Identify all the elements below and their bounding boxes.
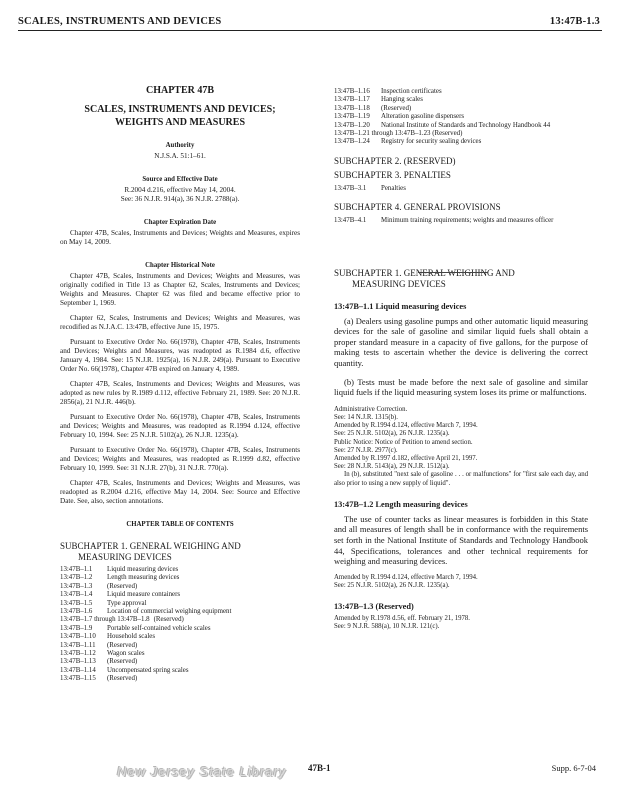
section-1-1-heading: 13:47B–1.1 Liquid measuring devices (334, 301, 467, 311)
left-column (60, 42, 300, 684)
history-note: Amended by R.1994 d.124, effective March 7, 1994. (334, 573, 478, 581)
history-para: Chapter 47B, Scales, Instruments and Devices; Weights and Measures, was originally codified in Title 13 as Chapter 62, Scales, Instruments and Devices; Weights and Measures. Chapter 62 was filed and became effective prior to September 1, 1969. (60, 272, 300, 307)
history-note: See: 14 N.J.R. 1315(b). (334, 414, 398, 422)
toc-heading: CHAPTER TABLE OF CONTENTS (126, 521, 234, 528)
history-note: Amended by R.1978 d.56, eff. February 21, 1978. (334, 615, 470, 623)
history-note: Administrative Correction. (334, 405, 408, 413)
section-divider (418, 272, 488, 273)
right-column (334, 88, 588, 632)
toc-list-continued (334, 88, 588, 147)
toc-entry: 13:47B–1.14 Uncompensated spring scales (60, 666, 189, 674)
history-note: In (b), substituted "next sale of gasoline . . . or malfunctions" for "first sale each day, and also prior to using a new supply of liquid". (334, 471, 588, 487)
toc-entry: 13:47B–1.4 Liquid measure containers (60, 591, 181, 599)
toc-subchapter1-line1: SUBCHAPTER 1. GENERAL WEIGHING AND (60, 541, 241, 551)
page-number: 47B-1 (308, 763, 331, 773)
history-para: Chapter 62, Scales, Instruments and Devices; Weights and Measures, was recodified as N.J.A.C. 13:47B, effective June 15, 1975. (60, 314, 300, 331)
toc-subchapter1 (60, 541, 300, 563)
toc-entry: 13:47B–1.16 Inspection certificates (334, 88, 442, 95)
history-heading: Chapter Historical Note (145, 262, 215, 269)
toc-subchapter3: SUBCHAPTER 3. PENALTIES (334, 169, 451, 180)
history-para: Pursuant to Executive Order No. 66(1978), Chapter 47B, Scales, Instruments and Devices; Weights and Measures, was readopted as R.1984 d.6, effective January 4, 1984. See: 15 N.J.R. 1925(a), 16 N.J.R. 249(a). Pursuant to Executive Order No. 66(1978), Chapter 47B expired on January 4, 1989. (60, 338, 300, 373)
toc-entry: 13:47B–1.2 Length measuring devices (60, 574, 180, 582)
toc-entry: 13:47B–1.3 (Reserved) (60, 582, 138, 590)
section-1-2-body: The use of counter tacks as linear measures is forbidden in this State and all measures of length shall be in conformance with the requirements set forth in the National Institute of Standards and Technology Handbook 44, Specifications, tolerances and other technical requirements for weighing and measuring devices. (334, 513, 588, 567)
toc-entry: 13:47B–1.11 (Reserved) (60, 641, 138, 649)
chapter-title (60, 103, 300, 129)
history-para: Pursuant to Executive Order No. 66(1978), Chapter 47B, Scales, Instruments and Devices; Weights and Measures, was readopted as R.1999 d.82, effective February 10, 1999. See: 31 N.J.R. 27(b), 31 N.J.R. 770(a). (60, 446, 300, 472)
toc-entry: 13:47B–1.13 (Reserved) (60, 658, 138, 666)
history-note: Amended by R.1994 d.124, effective March 7, 1994. (334, 422, 478, 430)
header-section: 13:47B-1.3 (549, 16, 600, 27)
toc-entry: 13:47B–1.6 Location of commercial weighing equipment (60, 608, 232, 616)
toc-list (60, 566, 300, 684)
section-1-3-notes (334, 615, 588, 631)
page-footer (0, 763, 620, 783)
history-note: Public Notice: Notice of Petition to amend section. (334, 438, 473, 446)
source-heading: Source and Effective Date (142, 176, 218, 183)
section-1-1-a: (a) Dealers using gasoline pumps and other automatic liquid measuring devices for the sale of gasoline and similar liquid fuels shall obtain a proper standard measure in a capacity of five gallons, for the purpose of making tests to ascertain whether the device is delivering the correct quantity. (334, 315, 588, 369)
history-note: See: 25 N.J.R. 5102(a), 26 N.J.R. 1235(a). (334, 430, 450, 438)
library-watermark: New Jersey State Library (117, 764, 287, 779)
history-note: Amended by R.1997 d.182, effective April 21, 1997. (334, 455, 478, 463)
toc-subchapter1-line2: MEASURING DEVICES (78, 552, 172, 562)
toc-entry: 13:47B–1.9 Portable self-contained vehicle scales (60, 624, 211, 632)
history-note: See: 25 N.J.R. 5102(a), 26 N.J.R. 1235(a). (334, 582, 450, 590)
history-note: See: 9 N.J.R. 588(a), 10 N.J.R. 121(c). (334, 623, 440, 631)
toc-entry: 13:47B–1.1 Liquid measuring devices (60, 566, 179, 573)
source-line1: R.2004 d.216, effective May 14, 2004. (124, 186, 236, 194)
toc-entry: 13:47B–1.5 Type approval (60, 599, 147, 607)
running-header (18, 12, 600, 30)
toc-entry: 13:47B–1.20 National Institute of Standards and Technology Handbook 44 (334, 121, 551, 129)
history-para: Chapter 47B, Scales, Instruments and Devices; Weights and Measures, was readopted as R.2004 d.216, effective May 14, 2004. See: Source and Effective Date. See, also, section annotations. (60, 479, 300, 505)
toc-entry: 13:47B–1.7 through 13:47B–1.8 (Reserved) (60, 616, 184, 624)
section-1-1-notes (334, 406, 588, 488)
expiry-text: Chapter 47B, Scales, Instruments and Devices; Weights and Measures, expires on May 14, 2009. (60, 229, 300, 246)
toc-subchapter4: SUBCHAPTER 4. GENERAL PROVISIONS (334, 202, 501, 213)
section-1-1-b: (b) Tests must be made before the next sale of gasoline and similar liquid fuels if the liquid measuring system loses its prime or malfunctions. (334, 376, 588, 398)
toc-entry: 13:47B–1.15 (Reserved) (60, 675, 138, 683)
history-para: Chapter 47B, Scales, Instruments and Devices; Weights and Measures, was adopted as new rules by R.1989 d.112, effective February 21, 1989. See: 20 N.J.R. 2856(a), 21 N.J.R. 446(b). (60, 380, 300, 406)
toc-entry: 13:47B–1.24 Registry for security sealing devices (334, 138, 482, 146)
supplement-date: Supp. 6-7-04 (551, 763, 596, 773)
source-line2: See: 36 N.J.R. 914(a), 36 N.J.R. 2788(a). (120, 195, 240, 203)
authority-heading: Authority (165, 142, 195, 149)
toc-entry: 13:47B–1.12 Wagon scales (60, 650, 145, 658)
history-note: See: 28 N.J.R. 5143(a), 29 N.J.R. 1512(a). (334, 463, 450, 471)
history-para: Pursuant to Executive Order No. 66(1978), Chapter 47B, Scales, Instruments and Devices; Weights and Measures, was readopted as R.1994 d.124, effective February 10, 1994. See: 25 N.J.R. 5102(a), 26 N.J.R. 1235(a). (60, 413, 300, 439)
toc-entry: 13:47B–1.10 Household scales (60, 633, 156, 641)
toc-entry: 13:47B–3.1 Penalties (334, 184, 406, 192)
toc-entry: 13:47B–1.17 Hanging scales (334, 96, 423, 104)
header-rule (18, 30, 602, 31)
subchapter1-heading (334, 268, 588, 290)
chapter-title-line2: WEIGHTS AND MEASURES (114, 117, 246, 128)
subchapter1-heading-line2: MEASURING DEVICES (352, 278, 446, 289)
toc-entry: 13:47B–1.19 Alteration gasoline dispensers (334, 113, 465, 121)
authority-text: N.J.S.A. 51:1–61. (154, 152, 206, 160)
toc-entry: 13:47B–1.18 (Reserved) (334, 104, 412, 112)
header-title: SCALES, INSTRUMENTS AND DEVICES (18, 16, 222, 27)
section-1-2-notes (334, 574, 588, 590)
toc-subchapter2: SUBCHAPTER 2. (RESERVED) (334, 155, 456, 166)
subchapter1-heading-line1: SUBCHAPTER 1. GENERAL WEIGHING AND (334, 267, 515, 278)
history-note: See: 27 N.J.R. 2977(c). (334, 446, 398, 454)
chapter-number: CHAPTER 47B (145, 85, 215, 96)
section-1-2-heading: 13:47B–1.2 Length measuring devices (334, 499, 468, 509)
toc-entry: 13:47B–4.1 Minimum training requirements; weights and measures officer (334, 217, 554, 225)
expiry-heading: Chapter Expiration Date (143, 219, 217, 226)
toc-entry: 13:47B–1.21 through 13:47B–1.23 (Reserved) (334, 130, 463, 138)
chapter-title-line1: SCALES, INSTRUMENTS AND DEVICES; (84, 104, 276, 115)
section-1-3-heading: 13:47B–1.3 (Reserved) (334, 602, 414, 612)
